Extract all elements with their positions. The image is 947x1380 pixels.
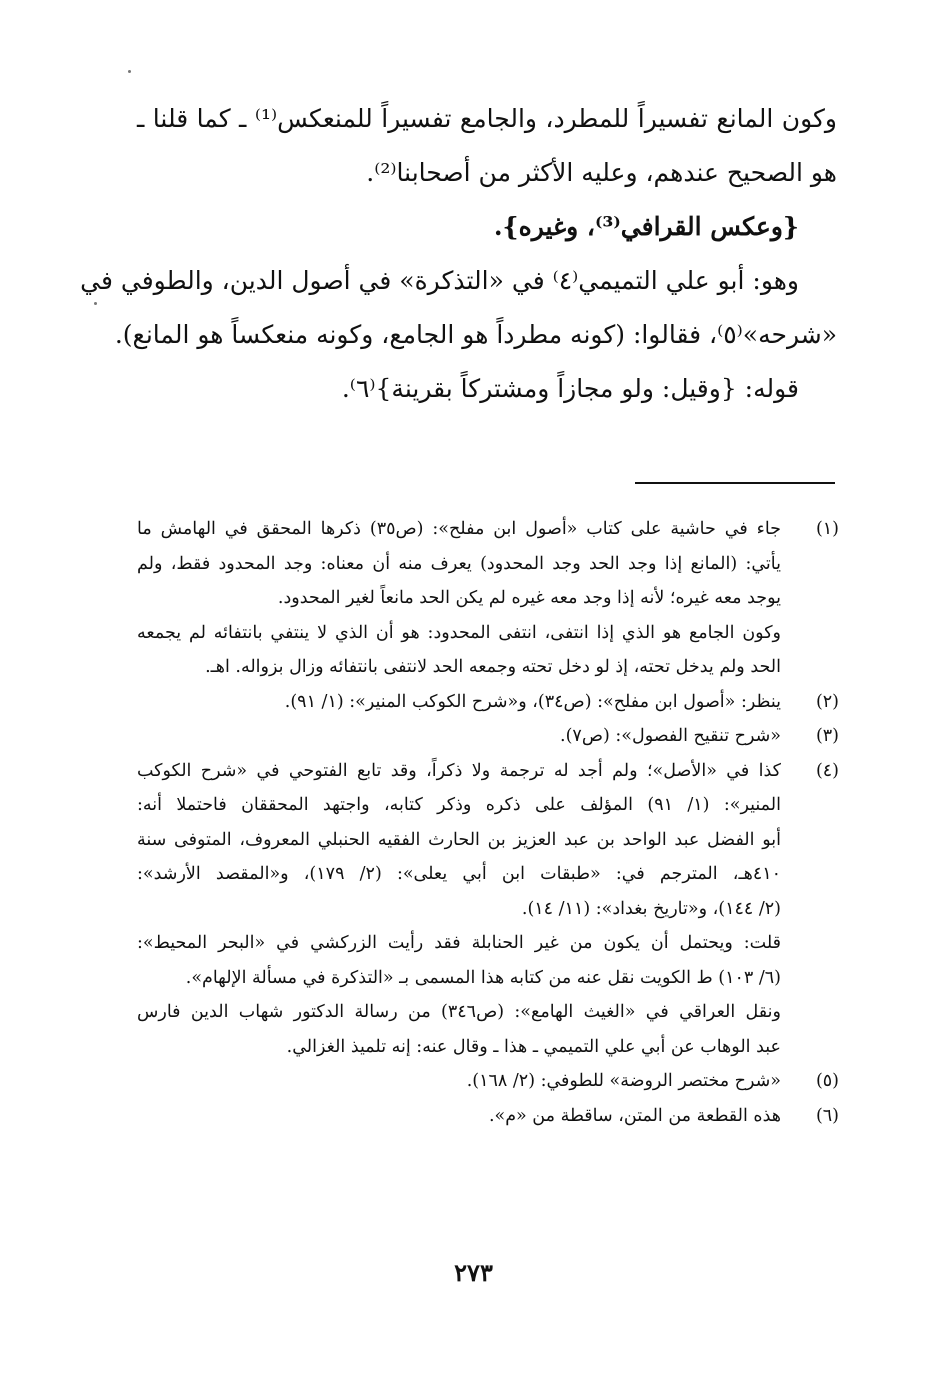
footnote-line [137,616,839,651]
main-text-line: هو الصحيح عندهم، وعليه الأكثر من أصحابنا⁽²⁾. [366,158,837,187]
footnote-number: (١) [815,519,839,539]
footnote-divider [635,482,835,484]
footnote-line [137,1064,839,1099]
main-text-line: وهو: أبو علي التميمي⁽٤⁾ في «التذكرة» في أصول الدين، والطوفي في [80,266,799,295]
footnote-text: ونقل العراقي في «الغيث الهامع»: (ص٣٤٦) من رسالة الدكتور شهاب الدين فارس [137,1002,781,1022]
footnote-line [137,823,839,858]
footnote-number: (٦) [815,1105,839,1126]
footnote-text: المنير»: (١/ ٩١) المؤلف على ذكره وذكر كتابه، واجتهد المحققان فاحتملا أنه: [137,795,781,815]
main-text-line: «شرحه»⁽٥⁾، فقالوا: (كونه مطرداً هو الجامع، وكونه منعكساً هو المانع). [114,320,837,349]
footnote-number: (٢) [815,691,839,712]
scan-speck [128,70,131,73]
footnote-text: وكون الجامع هو الذي إذا انتفى، انتفى المحدود: هو أن الذي لا ينتفي بانتفائه لم يجمعه [137,622,781,643]
footnote-text: (٢/ ١٤٤)، و«تاريخ بغداد»: (١١/ ١٤). [521,898,781,919]
footnote-line [137,512,839,547]
footnote-text: يوجد معه غيره؛ لأنه إذا وجد معه غيره لم يكن الحد مانعاً لغير المحدود. [277,588,781,608]
footnote-line [137,685,839,720]
footnotes [137,512,839,1133]
footnote-line [137,788,839,823]
main-text [80,92,837,416]
footnote-line [137,995,839,1030]
footnote-text: قلت: ويحتمل أن يكون من غير الحنابلة فقد رأيت الزركشي في «البحر المحيط»: [137,933,781,953]
footnote-line [137,1099,839,1134]
footnote-number: (٤) [815,760,839,781]
footnote-line [137,547,839,582]
main-text-line: قوله: {وقيل: ولو مجازاً ومشتركاً بقرينة}⁽٦⁾. [341,374,799,403]
footnote-text: (٦/ ١٠٣) ط الكويت نقل عنه من كتابه هذا المسمى بـ «التذكرة في مسألة الإلهام». [185,967,781,988]
footnote-line [137,754,839,789]
footnote-line [137,719,839,754]
footnote-text: الحد ولم يدخل تحته، إذ لو دخل تحته وجمعه الحد لانتفى بانتفائه وزال بزواله. اهـ. [205,657,781,677]
footnote-line [137,857,839,892]
footnote-line [137,581,839,616]
footnote-text: ٤١٠هـ، المترجم في: «طبقات ابن أبي يعلى»: (٢/ ١٧٩)، و«المقصد الأرشد»: [137,864,782,884]
main-text-line: وكون المانع تفسيراً للمطرد، والجامع تفسيراً للمنعكس⁽¹⁾ ـ كما قلنا ـ [137,104,837,133]
footnote-text: «شرح تنقيح الفصول»: (ص٧). [560,726,781,746]
footnote-text: ينظر: «أصول ابن مفلح»: (ص٣٤)، و«شرح الكوكب المنير»: (١/ ٩١). [284,691,781,712]
footnote-number: (٥) [815,1071,839,1091]
footnote-line [137,1030,839,1065]
footnote-text: كذا في «الأصل»؛ ولم أجد له ترجمة ولا ذكراً، وقد تابع الفتوحي في «شرح الكوكب [137,760,781,781]
footnote-line [137,892,839,927]
footnote-line [137,650,839,685]
footnote-text: يأتي: (المانع إذا وجد الحد وجد المحدود) يعرف منه أن معناه: وجد المحدود فقط، ولم [137,553,781,574]
footnote-text: جاء في حاشية على كتاب «أصول ابن مفلح»: (ص٣٥) ذكرها المحقق في الهامش ما [137,519,781,539]
footnote-line [137,961,839,996]
footnote-number: (٣) [815,726,839,746]
footnote-text: عبد الوهاب عن أبي علي التميمي ـ هذا ـ وقال عنه: إنه تلميذ الغزالي. [286,1036,781,1057]
footnote-text: أبو الفضل عبد الواحد بن عبد العزيز بن الحارث الفقيه الحنبلي المعروف، المتوفى سنة [137,829,781,850]
footnote-line [137,926,839,961]
footnote-text: «شرح مختصر الروضة» للطوفي: (٢/ ١٦٨). [466,1071,781,1091]
main-text-line: {وعكس القرافي⁽³⁾، وغيره}. [493,212,799,241]
footnote-text: هذه القطعة من المتن، ساقطة من «م». [488,1105,781,1126]
page-number: ٢٧٣ [454,1258,493,1287]
